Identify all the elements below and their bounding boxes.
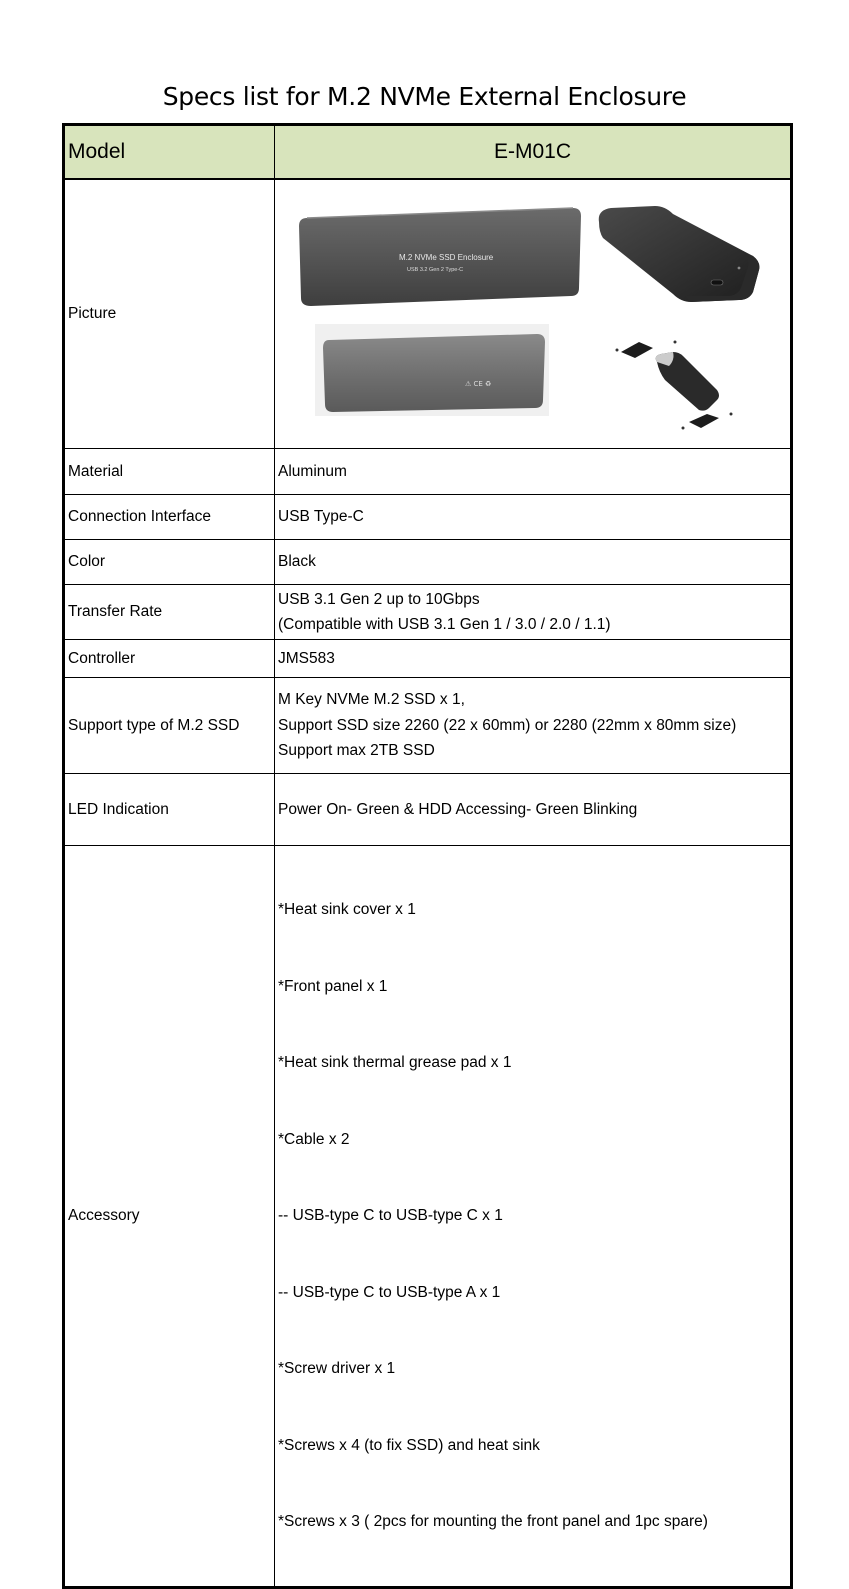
spec-line: *Heat sink cover x 1 — [278, 901, 416, 918]
enclosure-bottom-photo — [315, 324, 549, 416]
spec-line: -- USB-type C to USB-type A x 1 — [278, 1283, 501, 1301]
spec-row — [64, 540, 792, 585]
spec-label: Connection Interface — [64, 495, 275, 540]
spec-label: Accessory — [64, 846, 275, 1588]
spec-row — [64, 846, 792, 1588]
model-label: Model — [64, 125, 275, 180]
spec-row — [64, 774, 792, 846]
spec-value — [275, 774, 792, 846]
svg-text:⚠ CE ♻: ⚠ CE ♻ — [465, 380, 492, 388]
page-title: Specs list for M.2 NVMe External Enclosure — [162, 82, 687, 111]
spec-line: Aluminum — [278, 462, 347, 480]
spec-row — [64, 678, 792, 774]
spec-value — [275, 640, 792, 678]
spec-line: Support SSD size 2260 (22 x 60mm) or 2280 (22mm x 80mm size) — [278, 716, 737, 734]
enclosure-top-photo — [293, 206, 585, 308]
spec-line: (Compatible with USB 3.1 Gen 1 / 3.0 / 2.0 / 1.1) — [278, 616, 611, 633]
spec-row — [64, 585, 792, 640]
spec-line: JMS583 — [278, 649, 335, 667]
enclosure-parts-photo — [613, 330, 743, 436]
spec-value — [275, 678, 792, 774]
spec-value — [275, 449, 792, 495]
spec-label: Color — [64, 540, 275, 585]
spec-label: Support type of M.2 SSD — [64, 678, 275, 774]
spec-line: USB 3.1 Gen 2 up to 10Gbps — [278, 590, 480, 608]
spec-line: *Screw driver x 1 — [278, 1360, 396, 1377]
spec-line: *Screws x 3 ( 2pcs for mounting the front panel and 1pc spare) — [278, 1513, 708, 1530]
spec-value — [275, 846, 792, 1588]
picture-cell — [275, 179, 792, 449]
spec-line: -- USB-type C to USB-type C x 1 — [278, 1207, 503, 1224]
spec-value — [275, 540, 792, 585]
spec-label: Transfer Rate — [64, 585, 275, 640]
spec-row — [64, 495, 792, 540]
spec-line: *Front panel x 1 — [278, 977, 388, 995]
enclosure-text-2: USB 3.2 Gen 2 Type-C — [407, 267, 464, 273]
spec-line: *Screws x 4 (to fix SSD) and heat sink — [278, 1436, 540, 1454]
spec-value — [275, 585, 792, 640]
table-header-row — [64, 125, 792, 180]
spec-label: LED Indication — [64, 774, 275, 846]
spec-row — [64, 640, 792, 678]
picture-row — [64, 179, 792, 449]
spec-label: Controller — [64, 640, 275, 678]
spec-row — [64, 449, 792, 495]
spec-line: USB Type-C — [278, 508, 364, 526]
enclosure-angle-photo — [593, 204, 765, 304]
model-value: E-M01C — [275, 125, 792, 180]
spec-value — [275, 495, 792, 540]
spec-label: Material — [64, 449, 275, 495]
spec-line: M Key NVMe M.2 SSD x 1, — [278, 691, 465, 709]
spec-line: *Heat sink thermal grease pad x 1 — [278, 1054, 512, 1071]
picture-label: Picture — [64, 179, 275, 449]
spec-line: Power On- Green & HDD Accessing- Green Blinking — [278, 800, 638, 818]
enclosure-text-1: M.2 NVMe SSD Enclosure — [399, 253, 494, 262]
spec-line: *Cable x 2 — [278, 1130, 350, 1148]
spec-line: Black — [278, 553, 316, 571]
specs-table — [62, 123, 793, 1589]
spec-line: Support max 2TB SSD — [278, 742, 435, 760]
